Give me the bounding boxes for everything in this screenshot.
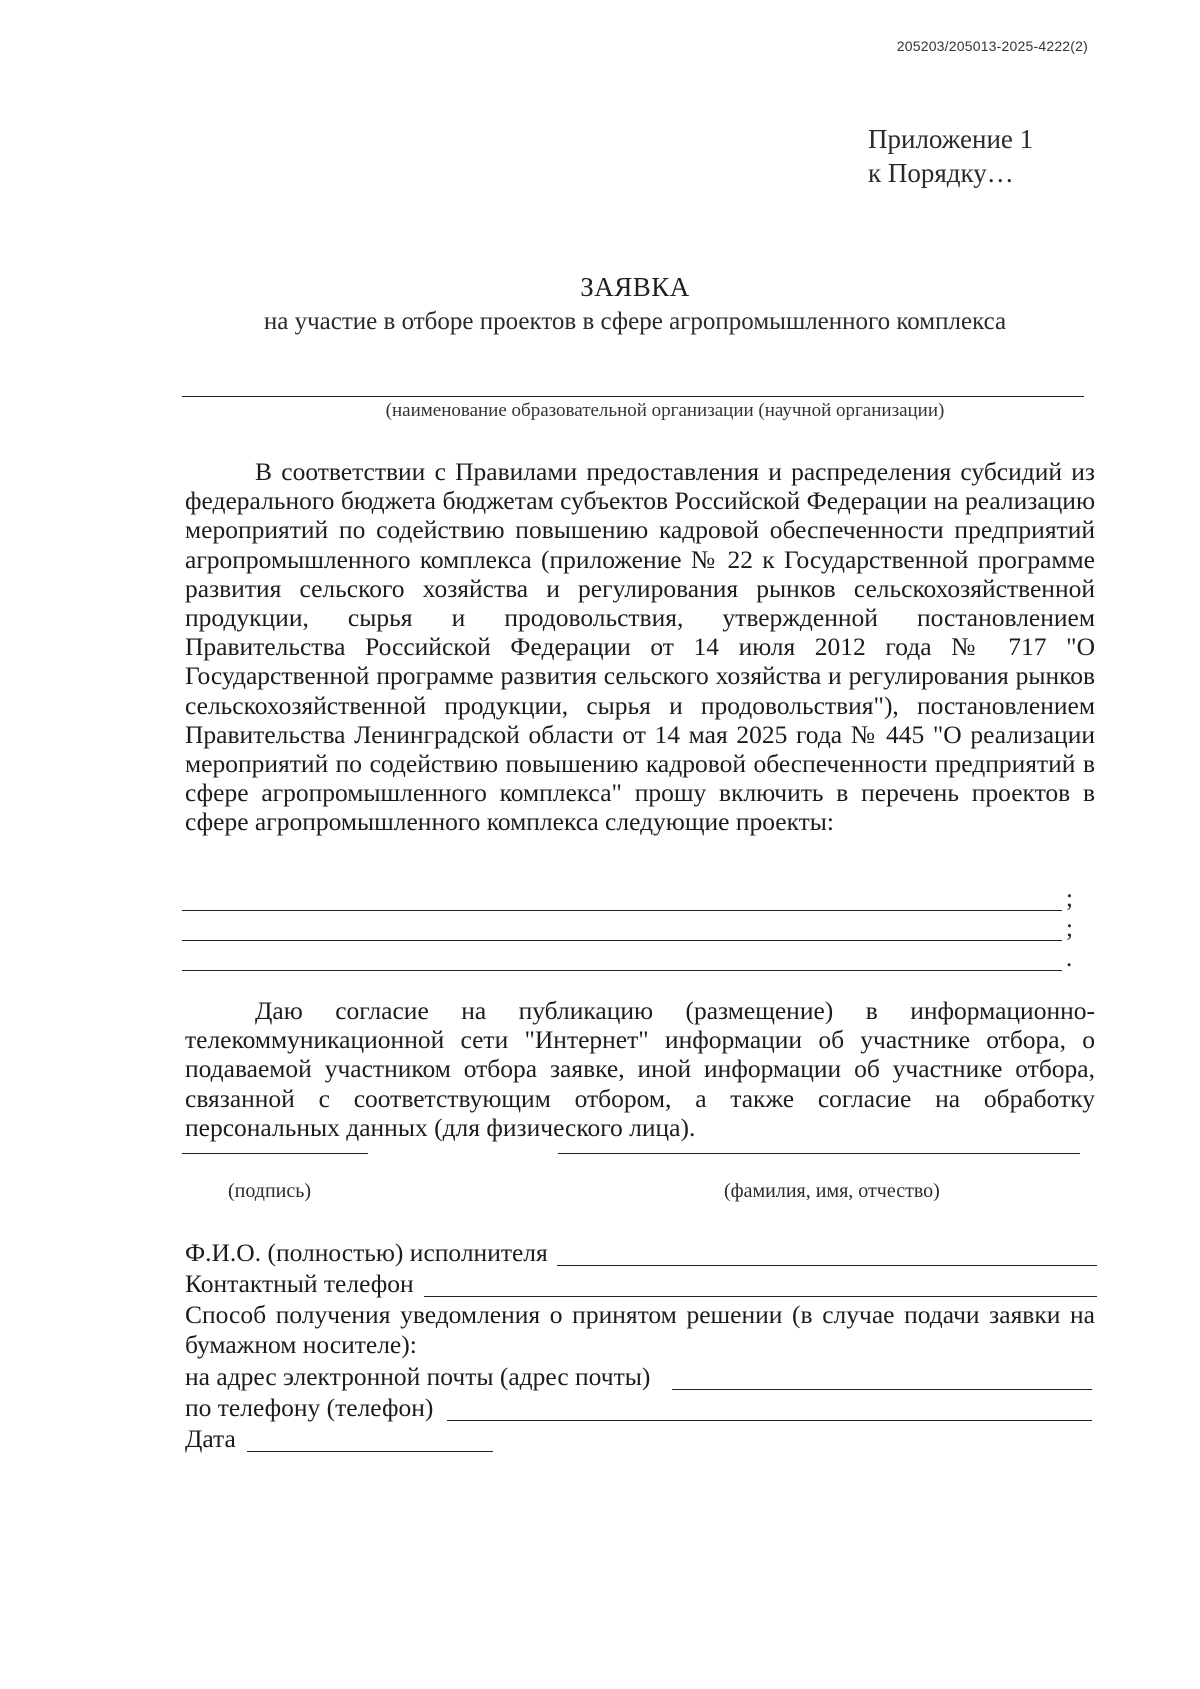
project-line-1[interactable] xyxy=(182,884,1062,911)
executor-name-field[interactable] xyxy=(557,1239,1097,1266)
project-line-3[interactable] xyxy=(182,944,1062,971)
project-line-2-mark: ; xyxy=(1066,915,1073,942)
phone-label: Контактный телефон xyxy=(185,1269,414,1298)
appendix-line-2: к Порядку… xyxy=(868,158,1014,188)
organization-name-caption: (наименование образовательной организации (научной организации) xyxy=(385,400,945,421)
date-field[interactable] xyxy=(247,1425,493,1452)
signature-caption: (подпись) xyxy=(228,1180,312,1202)
email-label: на адрес электронной почты (адрес почты) xyxy=(185,1362,651,1391)
organization-name-field[interactable] xyxy=(182,396,1084,397)
request-paragraph-text: В соответствии с Правилами предоставления и распределения субсидий из федерального бюджета бюджетам субъектов Российской Федерации на реализацию мероприятий по содействию повышению кадровой обеспеченности предприятий агропромышленного комплекса (приложение № 22 к Государственной программе развития сельского хозяйства и регулирования рынков сельскохозяйственной продукции, сырья и продовольствия, утвержденной постановлением Правительства Российской Федерации от 14 июля 2012 года № 717 "О Государственной программе развития сельского хозяйства и регулирования рынков сельскохозяйственной продукции, сырья и продовольствия"), постановлением Правительства Ленинградской области от 14 мая 2025 года № 445 "О реализации мероприятий по содействию повышению кадровой обеспеченности предприятий в сфере агропромышленного комплекса" прошу включить в перечень проектов в сфере агропромышленного комплекса следующие проекты: xyxy=(185,457,1095,837)
phone-field[interactable] xyxy=(424,1270,1097,1297)
project-line-3-mark: . xyxy=(1066,945,1073,972)
notification-phone-field[interactable] xyxy=(447,1394,1092,1421)
executor-label: Ф.И.О. (полностью) исполнителя xyxy=(185,1238,548,1267)
document-subtitle: на участие в отборе проектов в сфере агропромышленного комплекса xyxy=(263,308,1007,335)
signature-field[interactable] xyxy=(182,1153,368,1154)
full-name-caption: (фамилия, имя, отчество) xyxy=(724,1180,940,1202)
project-line-1-mark: ; xyxy=(1066,885,1073,912)
document-title: ЗАЯВКА xyxy=(580,272,690,302)
request-paragraph xyxy=(185,457,1095,837)
by-phone-label: по телефону (телефон) xyxy=(185,1393,434,1422)
full-name-field[interactable] xyxy=(558,1153,1080,1154)
document-id: 205203/205013-2025-4222(2) xyxy=(896,38,1088,54)
notification-method-label: Способ получения уведомления о принятом решении (в случае подачи заявки на бумажном носителе): xyxy=(185,1300,1095,1359)
date-label: Дата xyxy=(185,1424,236,1453)
consent-paragraph-text: Даю согласие на публикацию (размещение) в информационно-телекоммуникационной сети "Интернет" информации об участнике отбора, о подаваемой участником отбора заявке, иной информации об участнике отбора, связанной с соответствующим отбором, а также согласие на обработку персональных данных (для физического лица). xyxy=(185,996,1095,1142)
project-line-2[interactable] xyxy=(182,914,1062,941)
consent-paragraph xyxy=(185,996,1095,1142)
appendix-line-1: Приложение 1 xyxy=(868,124,1034,154)
appendix-reference xyxy=(868,122,1033,190)
email-field[interactable] xyxy=(672,1363,1092,1390)
